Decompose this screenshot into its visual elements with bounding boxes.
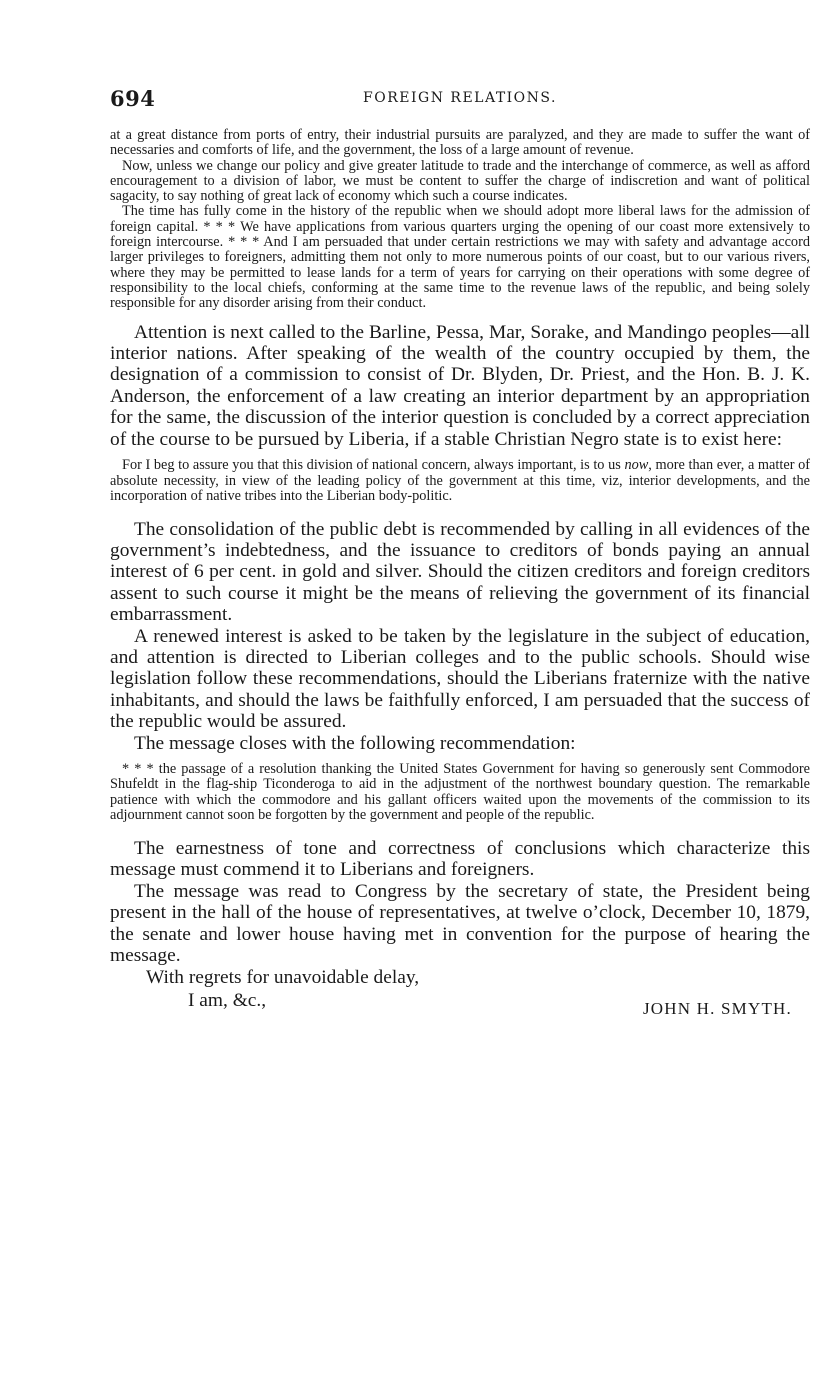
quote-emphasis: now bbox=[624, 457, 649, 473]
body-paragraph: The message closes with the following recommendation: bbox=[134, 732, 576, 754]
body-paragraph: The earnestness of tone and correctness of conclusions which characterize this message must commend it to Liberians and foreigners. bbox=[110, 837, 810, 881]
document-page bbox=[110, 86, 810, 1019]
quoted-passage-trade bbox=[110, 128, 810, 312]
quote-text: For I beg to assure you that this division of national concern, always important, is to us bbox=[122, 457, 625, 473]
closing-line: With regrets for unavoidable delay, bbox=[146, 967, 420, 989]
quoted-passage-recommendation: * * * the passage of a resolution thanking the United States Government for having so generously sent Commodore Shufeldt in the flag-ship Ticonderoga to aid in the adjustment of the northwest boundary question. The remarkable patience with which the commodore and his gallant officers waited upon the movements of the commission to its adjournment cannot soon be forgotten by the government and people of the republic. bbox=[110, 760, 810, 824]
closing-line: I am, &c., bbox=[188, 990, 267, 1012]
body-paragraph: Attention is next called to the Barline, Pessa, Mar, Sorake, and Mandingo peoples—all interior nations. After speaking of the wealth of the country occupied by them, the designation of a commission to consist of Dr. Blyden, Dr. Priest, and the Hon. B. J. K. Anderson, the enforcement of a law creating an interior department by an appropriation for the same, the discussion of the interior question is concluded by a correct appreciation of the course to be pursued by Liberia, if a stable Christian Negro state is to exist here: bbox=[110, 321, 810, 450]
page-header bbox=[110, 86, 810, 116]
quote-paragraph: at a great distance from ports of entry, their industrial pursuits are paralyzed, and they are made to suffer the want of necessaries and comforts of life, and the government, the loss of a large amount of revenue. bbox=[110, 127, 810, 159]
body-paragraph: A renewed interest is asked to be taken by the legislature in the subject of education, and attention is directed to Liberian colleges and to the public schools. Should wise legislation follow these recommendations, should the Liberians fraternize with the native inhabitants, and should the laws be faithfully enforced, I am persuaded that the success of the republic would be assured. bbox=[110, 625, 810, 733]
quote-paragraph: The time has fully come in the history of the republic when we should adopt more liberal laws for the admission of foreign capital. * * * We have applications from various quarters urging the opening of our coast more extensively to foreign intercourse. * * * And I am persuaded that under certain restrictions we may with safety and advantage accord larger privileges to foreigners, admitting them not only to more numerous points of our coast, but to our various rivers, where they may be permitted to lease lands for a term of years for carrying on their operations with some degree of responsibility to the local chiefs, conforming at the same time to the revenue laws of the republic, and being solely responsible for any disorder arising from their conduct. bbox=[110, 203, 810, 312]
body-paragraph: The message was read to Congress by the secretary of state, the President being present in the hall of the house of representatives, at twelve o’clock, December 10, 1879, the senate and lower house having met in convention for the purpose of hearing the message. bbox=[110, 880, 810, 966]
signature: JOHN H. SMYTH. bbox=[642, 999, 792, 1019]
page-number: 694 bbox=[110, 86, 156, 111]
running-head: FOREIGN RELATIONS. bbox=[363, 90, 557, 106]
quoted-passage-interior bbox=[110, 458, 810, 505]
quote-paragraph: Now, unless we change our policy and give greater latitude to trade and the interchange of commerce, as well as afford encouragement to a division of labor, we must be content to suffer the charge of indiscretion and want of political sagacity, to say nothing of great lack of economy which such a course indicates. bbox=[110, 157, 810, 205]
quote-text: , more than ever, a matter of absolute necessity, in view of the leading policy of the government at this time, viz, interior developments, and the incorporation of native tribes into the Liberian body-politic. bbox=[110, 457, 810, 504]
body-paragraph: The consolidation of the public debt is recommended by calling in all evidences of the government’s indebtedness, and the issuance to creditors of bonds paying an annual interest of 6 per cent. in gold and silver. Should the citizen creditors and foreign creditors assent to such course it might be the means of relieving the government of its financial embarrassment. bbox=[110, 518, 810, 626]
